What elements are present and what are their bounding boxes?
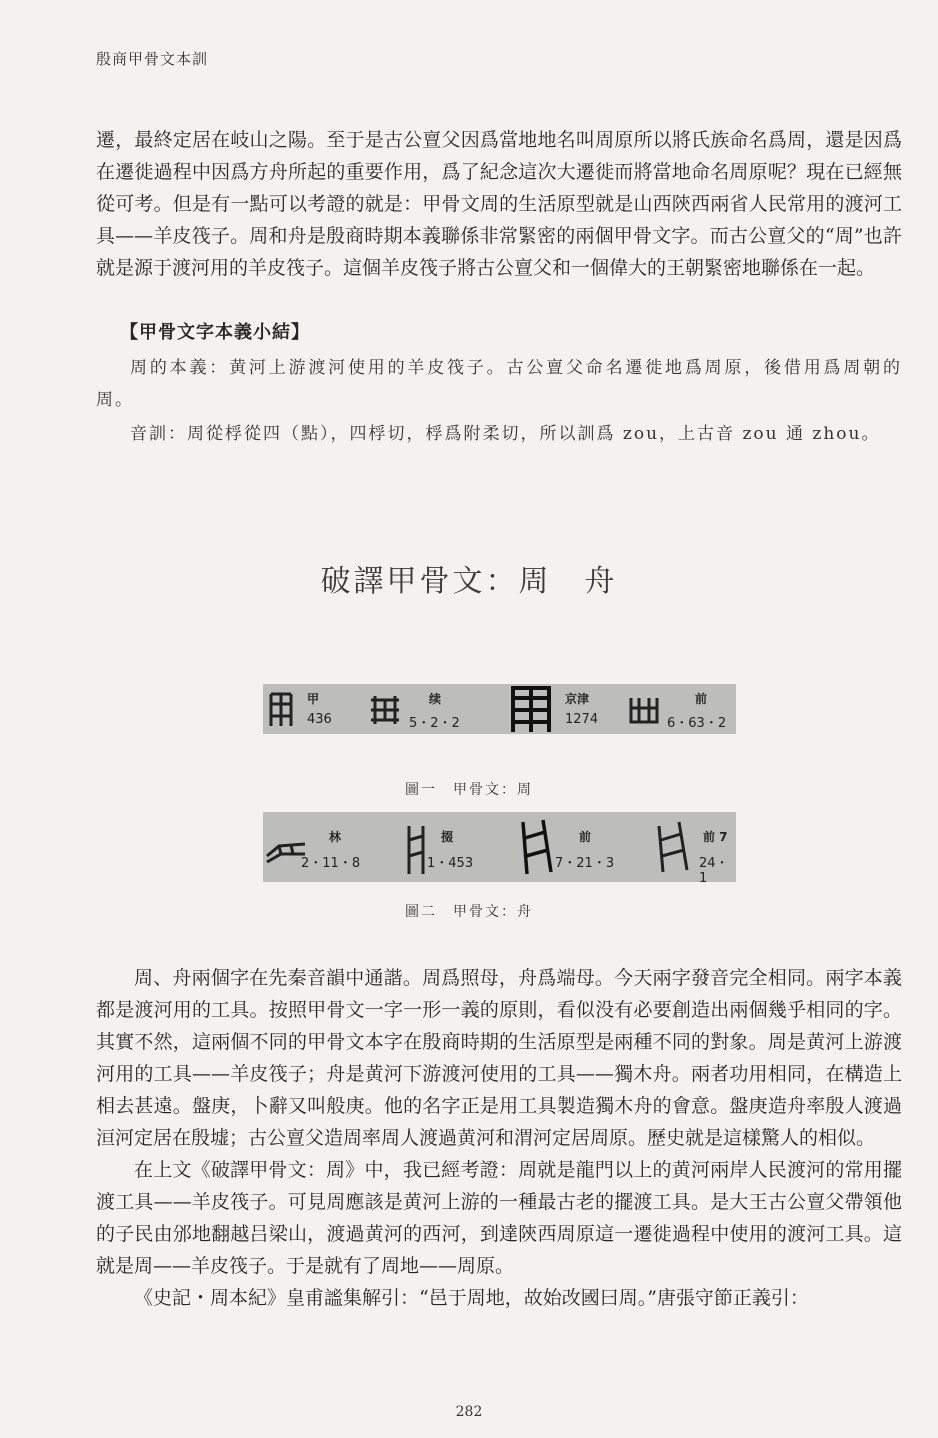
source-label: 续 bbox=[429, 692, 442, 706]
source-label: 前 bbox=[695, 692, 708, 706]
figure1-caption: 圖一 甲骨文：周 bbox=[405, 782, 533, 798]
body-paragraphs-bottom bbox=[96, 962, 902, 1314]
figure-zhou-boat-rubbings bbox=[263, 812, 736, 886]
source-ref: 1・453 bbox=[427, 856, 474, 871]
summary-heading: 【甲骨文字本義小結】 bbox=[120, 322, 310, 343]
zhou-glyph-2 bbox=[367, 694, 403, 726]
zhou-boat-glyph-4 bbox=[655, 818, 689, 876]
running-title: 殷商甲骨文本訓 bbox=[96, 50, 209, 68]
source-ref: 5・2・2 bbox=[409, 716, 460, 731]
source-label: 掇 bbox=[441, 830, 454, 844]
body-paragraph-top bbox=[96, 124, 902, 284]
zhou-glyph-1 bbox=[267, 690, 295, 730]
summary-sound bbox=[96, 418, 902, 450]
paragraph: 周、舟兩個字在先秦音韻中通諧。周爲照母，舟爲端母。今天兩字發音完全相同。兩字本義都是渡河用的工具。按照甲骨文一字一形一義的原則，看似没有必要創造出兩個幾乎相同的字。其實不然，這兩個不同的甲骨文本字在殷商時期的生活原型是兩種不同的對象。周是黄河上游渡河用的工具——羊皮筏子；舟是黄河下游渡河使用的工具——獨木舟。兩者功用相同，在構造上相去甚遠。盤庚，卜辭又叫般庚。他的名字正是用工具製造獨木舟的會意。盤庚造舟率殷人渡過洹河定居在殷墟；古公亶父造周率周人渡過黄河和渭河定居周原。歷史就是這樣驚人的相似。 bbox=[96, 967, 902, 1149]
source-ref: 24・1 bbox=[699, 856, 729, 886]
source-ref: 2・11・8 bbox=[301, 856, 361, 871]
summary-sound-text: 音訓：周從桴從四（點），四桴切，桴爲附柔切，所以訓爲 zou，上古音 zou 通 zhou。 bbox=[130, 424, 881, 444]
source-ref: 7・21・3 bbox=[555, 856, 615, 871]
source-ref: 1274 bbox=[565, 712, 599, 727]
paragraph: 《史記・周本紀》皇甫謐集解引：“邑于周地，故始改國曰周。”唐張守節正義引： bbox=[134, 1287, 809, 1309]
figure2-caption: 圖二 甲骨文：舟 bbox=[405, 904, 533, 920]
paragraph: 遷，最終定居在岐山之陽。至于是古公亶父因爲當地地名叫周原所以將氏族命名爲周，還是因爲在遷徙過程中因爲方舟所起的重要作用，爲了紀念這次大遷徙而將當地命名周原呢？現在已經無從可考。但是有一點可以考證的就是：甲骨文周的生活原型就是山西陝西兩省人民常用的渡河工具——羊皮筏子。周和舟是殷商時期本義聯係非常緊密的兩個甲骨文字。而古公亶父的“周”也許就是源于渡河用的羊皮筏子。這個羊皮筏子將古公亶父和一個偉大的王朝緊密地聯係在一起。 bbox=[96, 129, 902, 279]
zhou-glyph-3 bbox=[507, 684, 555, 734]
summary-meaning-text: 周的本義：黄河上游渡河使用的羊皮筏子。古公亶父命名遷徙地爲周原，後借用爲周朝的周。 bbox=[96, 358, 902, 410]
section-title: 破譯甲骨文：周 舟 bbox=[320, 564, 618, 599]
figure-zhou-rubbings bbox=[263, 684, 736, 734]
paragraph: 在上文《破譯甲骨文：周》中，我已經考證：周就是龍門以上的黄河兩岸人民渡河的常用擺渡工具——羊皮筏子。可見周應該是黄河上游的一種最古老的擺渡工具。是大王古公亶父帶領他的子民由邠地翻越吕梁山，渡過黄河的西河，到達陝西周原這一遷徙過程中使用的渡河工具。這就是周——羊皮筏子。于是就有了周地——周原。 bbox=[96, 1159, 902, 1277]
zhou-boat-glyph-2 bbox=[403, 822, 429, 878]
source-label: 前 7 bbox=[703, 830, 728, 844]
source-label: 京津 bbox=[565, 692, 590, 706]
zhou-glyph-4 bbox=[629, 696, 659, 724]
source-label: 甲 bbox=[307, 692, 320, 706]
source-label: 前 bbox=[579, 830, 592, 844]
source-ref: 6・63・2 bbox=[667, 716, 727, 731]
source-ref: 436 bbox=[307, 712, 332, 727]
summary-meaning bbox=[96, 352, 902, 416]
page-number: 282 bbox=[455, 1404, 483, 1420]
source-label: 林 bbox=[329, 830, 342, 844]
zhou-boat-glyph-3 bbox=[517, 816, 553, 878]
